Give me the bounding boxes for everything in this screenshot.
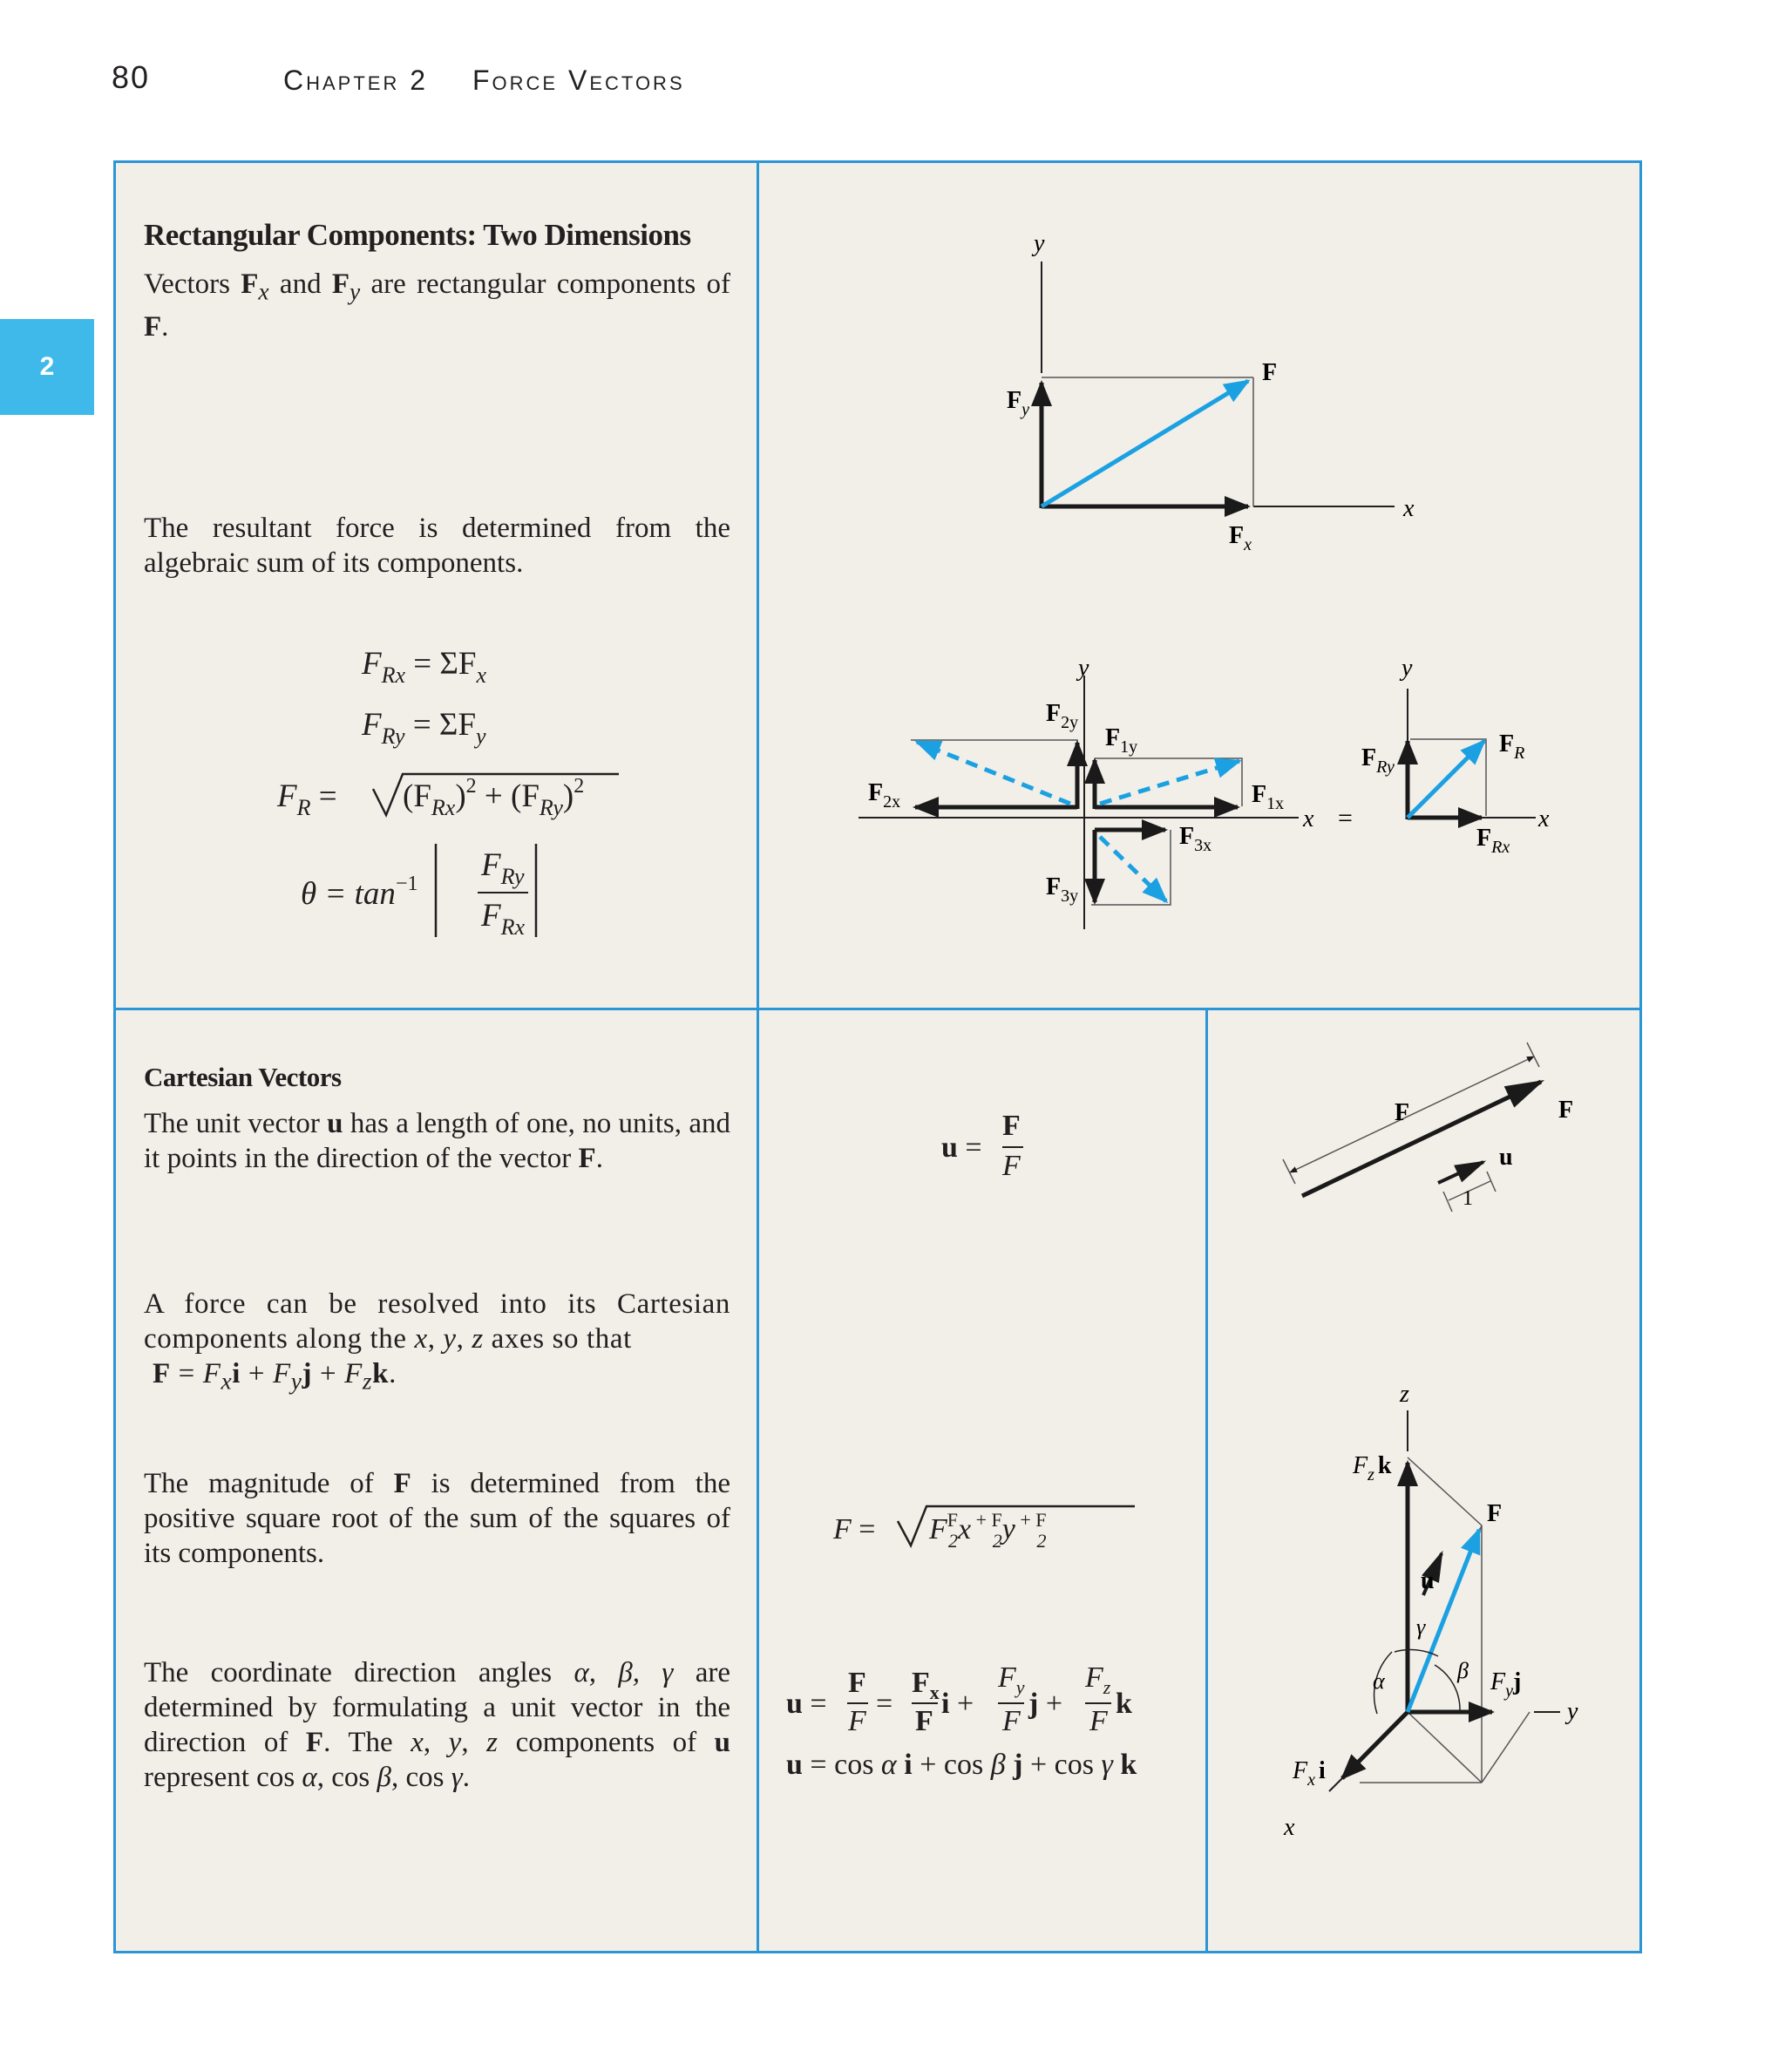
svg-text:F3x: $F_{3x}$ (1179, 823, 1212, 855)
svg-text:z: z (1400, 1381, 1409, 1408)
eq-fry: $F_{Ry} = \Sigma F_y$ (362, 707, 486, 749)
heading-cartesian-vectors: Cartesian Vectors (144, 1062, 342, 1092)
svg-text:y: y (1567, 1698, 1578, 1725)
page-number: 80 (112, 59, 151, 95)
unit-vector-u-arrow (1438, 1162, 1483, 1183)
svg-text:x: x (1284, 1814, 1295, 1841)
para-rectangular-components: Vectors $F_x$ and $F_y$ are rectangular components of F. (144, 268, 730, 343)
svg-text:F: F (1002, 1705, 1021, 1737)
svg-text:β: β (1457, 1658, 1469, 1683)
svg-text:F: F (1002, 1110, 1021, 1142)
beta-arc (1435, 1665, 1460, 1710)
svg-text:F: F (1558, 1097, 1574, 1124)
svg-text:y: y (1034, 230, 1045, 257)
svg-text:x: x (1538, 805, 1550, 832)
eq-frx: $F_{Rx} = \Sigma F_x$ (362, 646, 487, 688)
svg-text:Fxi: $F_x$ i (1293, 1757, 1326, 1790)
svg-text:F2y: $F_{2y}$ (1046, 700, 1079, 732)
svg-text:F2x: $F_{2x}$ (868, 779, 901, 812)
svg-text:F: F (1089, 1705, 1108, 1737)
svg-text:=: = (876, 1688, 893, 1720)
svg-text:F: F (1262, 359, 1278, 386)
heading-rectangular-components: Rectangular Components: Two Dimensions (144, 218, 691, 252)
eq-unit-vector (941, 1110, 1023, 1182)
chapter-label: Chapter 2 (283, 65, 429, 96)
f1-arrow (1100, 761, 1239, 804)
svg-text:FR =: $F_R$ = (277, 778, 337, 820)
svg-text:u: u (1499, 1144, 1513, 1171)
svg-text:F: F (1487, 1500, 1503, 1527)
eq-magnitude (832, 1506, 1135, 1552)
svg-text:θ = tan−1: $\theta = \tan^{-1}$ (301, 873, 418, 912)
svg-text:y: y (1078, 655, 1089, 682)
equations-section2 (786, 1110, 1137, 1781)
eq-fr (276, 774, 619, 820)
length-dimension (1290, 1056, 1534, 1172)
svg-text:x: x (1403, 495, 1415, 522)
svg-text:F3y: $F_{3y}$ (1046, 873, 1079, 906)
svg-text:u =: u = (941, 1131, 982, 1164)
diagram-resultant-force (859, 655, 1550, 929)
para-unit-vector: The unit vector u has a length of one, no units, and it points in the direction of the vector F. (144, 1108, 730, 1174)
svg-text:F: F (1395, 1099, 1410, 1126)
svg-text:F1x: $F_{1x}$ (1252, 781, 1285, 813)
force-f-arrow (1042, 381, 1248, 506)
svg-text:u: u (1421, 1567, 1435, 1594)
f3-arrow (1100, 837, 1166, 901)
svg-text:FRy: $F_{Ry}$ (481, 847, 525, 889)
svg-text:u =: u = (786, 1688, 827, 1720)
eq-unit-components (786, 1661, 1132, 1737)
svg-text:FR: $F_R$ (1499, 730, 1525, 763)
svg-text:Fy: $F_y$ (998, 1661, 1025, 1698)
svg-text:y: y (1402, 655, 1413, 682)
svg-text:F =: F = (833, 1513, 876, 1546)
svg-text:Fz: $F_z$ (1085, 1661, 1111, 1698)
eq-theta (301, 844, 536, 940)
svg-text:FF2x + F2y + F2: $F^F$ 2x $^{+ F}$ 2y $^{+ F}$ 2 (929, 1509, 1047, 1552)
svg-text:k: k (1116, 1688, 1132, 1720)
equals-sign: = (1338, 804, 1353, 832)
diagram-direction-angles (1283, 1381, 1578, 1841)
para-resultant-force: The resultant force is determined from the algebraic sum of its components. (144, 513, 730, 579)
fr-arrow (1408, 741, 1484, 818)
fx-3d-arrow (1342, 1712, 1408, 1778)
svg-text:F: F (848, 1705, 866, 1737)
diagram-rectangular-components (1007, 230, 1415, 554)
svg-text:j +: j + (1028, 1688, 1063, 1720)
svg-text:Fy: $F_y$ (1007, 387, 1029, 419)
force-vector-arrow (1302, 1082, 1541, 1196)
svg-text:FRx: $F_{Rx}$ (1476, 825, 1510, 857)
svg-text:Fyj: $F_yj$ (1490, 1668, 1522, 1701)
svg-text:i +: i + (941, 1688, 974, 1720)
para-direction-angles: The coordinate direction angles α, β, γ are determined by formulating a unit vector in the direction of F. The x, y, z components of u represent cos α, cos β, cos γ. (144, 1657, 731, 1793)
eq-force-components: $F = F_xi + F_yj + F_zk$. (153, 1358, 397, 1395)
eq-unit-cosines: u = cos α i + cos β j + cos γ k (786, 1749, 1137, 1781)
para-magnitude: The magnitude of F is determined from the positive square root of the sum of the squares of its components. (144, 1468, 730, 1569)
svg-text:x: x (1303, 805, 1314, 832)
x-axis-3d (1329, 1778, 1342, 1791)
chapter-tab-label: 2 (39, 352, 55, 381)
svg-text:FRx: $F_{Rx}$ (481, 898, 526, 940)
para-cartesian-components: A force can be resolved into its Cartesian components along the x, y, z axes so that $F = F_xi + F_yj + F_zk$. (144, 1288, 730, 1395)
svg-text:F: F (1002, 1150, 1021, 1182)
svg-text:1: 1 (1463, 1187, 1473, 1210)
svg-text:Fx: $F_x$ (912, 1667, 940, 1703)
svg-text:Fx: $F_x$ (1229, 522, 1252, 554)
svg-text:γ: γ (1416, 1614, 1426, 1640)
diagram-unit-vector (1283, 1043, 1573, 1212)
svg-text:F1y: $F_{1y}$ (1105, 724, 1138, 757)
svg-text:Fzk: $F_z$ k (1353, 1452, 1392, 1484)
svg-text:F: F (915, 1705, 933, 1737)
f2-arrow (917, 742, 1070, 804)
svg-text:(FRx)2 + (FRy)2: $(F_{Rx})^2 + (F_{Ry})^2$ (403, 775, 585, 820)
chapter-title: Force Vectors (472, 65, 685, 96)
svg-text:F: F (848, 1667, 866, 1699)
svg-text:FRy: $F_{Ry}$ (1361, 744, 1395, 777)
equations-section1 (276, 646, 619, 940)
svg-text:α: α (1373, 1668, 1385, 1694)
